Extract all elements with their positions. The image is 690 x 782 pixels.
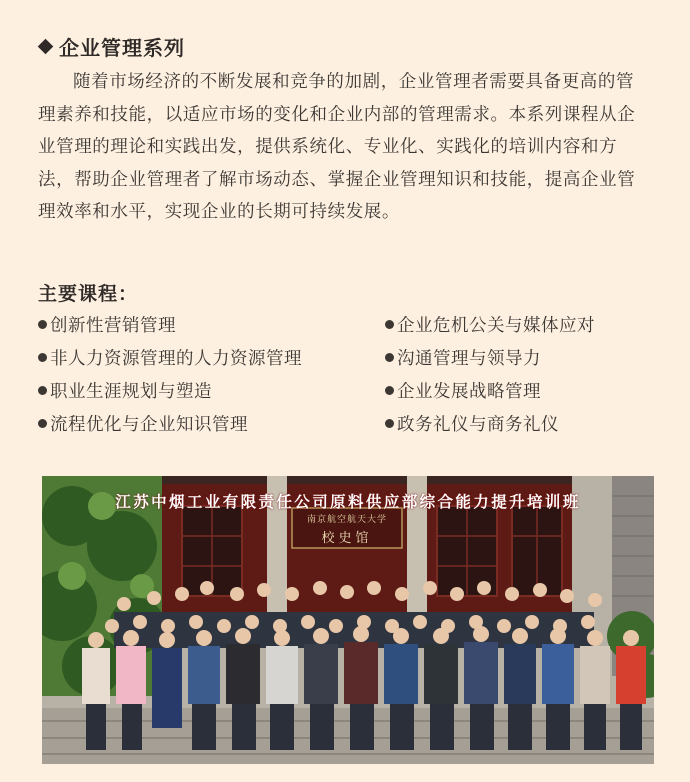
course-label: 创新性营销管理 bbox=[50, 316, 176, 336]
bullet-icon bbox=[385, 419, 394, 428]
course-item bbox=[38, 312, 176, 337]
photo-banner: 江苏中烟工业有限责任公司原料供应部综合能力提升培训班 bbox=[115, 492, 581, 511]
course-item bbox=[38, 345, 302, 370]
bullet-icon bbox=[385, 386, 394, 395]
bullet-icon bbox=[385, 320, 394, 329]
bullet-icon bbox=[38, 386, 47, 395]
bullet-icon bbox=[38, 419, 47, 428]
building-sign-line1: 南京航空航天大学 bbox=[306, 515, 387, 525]
course-label: 非人力资源管理的人力资源管理 bbox=[50, 349, 302, 369]
course-label: 政务礼仪与商务礼仪 bbox=[397, 415, 559, 435]
course-item bbox=[385, 312, 595, 337]
intro-paragraph: 随着市场经济的不断发展和竞争的加剧，企业管理者需要具备更高的管理素养和技能，以适应市场的变化和企业内部的管理需求。本系列课程从企业管理的理论和实践出发，提供系统化、专业化、实践化的培训内容和方法，帮助企业管理者了解市场动态、掌握企业管理知识和技能，提高企业管理效率和水平，实现企业的长期可持续发展。 bbox=[38, 72, 636, 222]
course-item bbox=[38, 411, 248, 436]
course-item bbox=[385, 378, 541, 403]
bullet-icon bbox=[38, 353, 47, 362]
course-label: 沟通管理与领导力 bbox=[397, 349, 541, 369]
section-title: 企业管理系列 bbox=[59, 36, 185, 60]
diamond-bullet-icon bbox=[38, 39, 54, 55]
course-label: 流程优化与企业知识管理 bbox=[50, 415, 248, 435]
bullet-icon bbox=[385, 353, 394, 362]
course-item bbox=[38, 378, 212, 403]
group-photo bbox=[42, 476, 654, 764]
section-heading bbox=[38, 32, 185, 61]
courses-heading: 主要课程： bbox=[38, 283, 139, 305]
course-item bbox=[385, 411, 559, 436]
bullet-icon bbox=[38, 320, 47, 329]
building-sign-line2: 校史馆 bbox=[321, 531, 373, 546]
course-label: 职业生涯规划与塑造 bbox=[50, 382, 212, 402]
course-item bbox=[385, 345, 541, 370]
course-label: 企业发展战略管理 bbox=[397, 382, 541, 402]
course-label: 企业危机公关与媒体应对 bbox=[397, 316, 595, 336]
